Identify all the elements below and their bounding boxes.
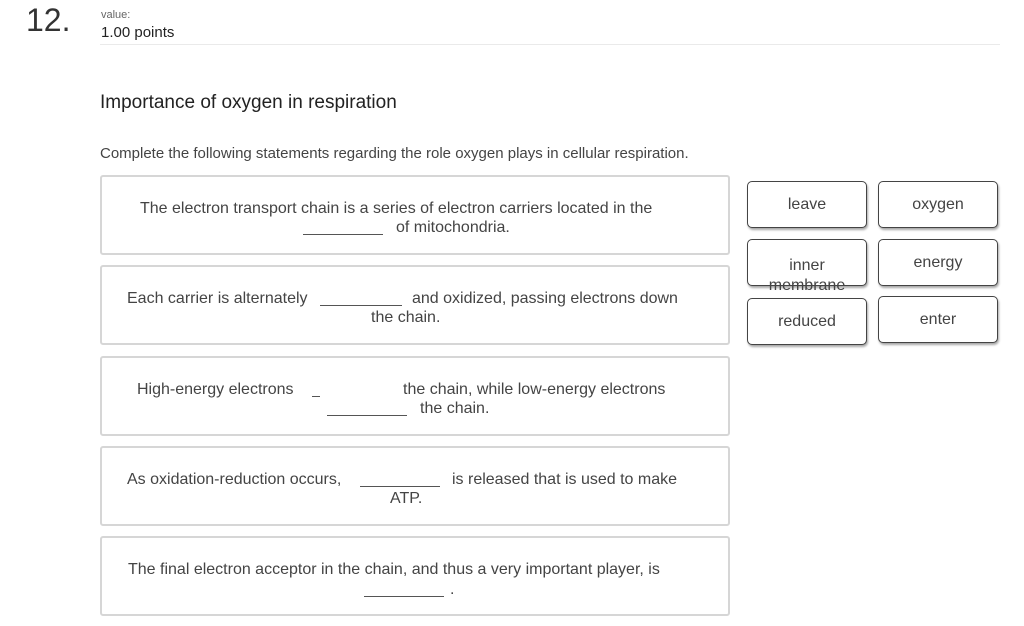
answer-tile-label: energy <box>913 254 963 271</box>
answer-tile-energy[interactable] <box>878 239 998 286</box>
statement-2-blank[interactable] <box>320 305 402 306</box>
statement-3-blank-2[interactable] <box>327 415 407 416</box>
statement-3-text-end: the chain. <box>420 400 490 417</box>
answer-tile-label: reduced <box>778 313 836 330</box>
statement-2-text-end: the chain. <box>371 309 441 326</box>
statement-2-text-mid: and oxidized, passing electrons down <box>412 290 678 307</box>
statement-1-blank[interactable] <box>303 234 383 235</box>
statement-3-text: High-energy electrons <box>137 381 294 398</box>
question-number: 12. <box>26 2 71 38</box>
statement-1 <box>100 175 730 255</box>
statement-3-blank-1[interactable] <box>312 396 320 397</box>
value-label: value: <box>101 9 131 21</box>
statement-4-text: As oxidation-reduction occurs, <box>127 471 342 488</box>
statement-2-text: Each carrier is alternately <box>127 290 308 307</box>
statement-5-blank[interactable] <box>364 596 444 597</box>
question-instructions: Complete the following statements regarding the role oxygen plays in cellular respiration. <box>100 145 689 162</box>
statement-2 <box>100 265 730 345</box>
statement-4-blank[interactable] <box>360 486 440 487</box>
statement-5-text-end: . <box>450 581 455 598</box>
answer-tile-label-line-2: membrane <box>768 277 846 294</box>
statement-3-text-mid: the chain, while low-energy electrons <box>403 381 666 398</box>
header-divider <box>100 44 1000 45</box>
value-points: 1.00 points <box>101 24 175 41</box>
answer-tile-oxygen[interactable] <box>878 181 998 228</box>
answer-tile-inner-membrane[interactable] <box>747 239 867 294</box>
answer-tile-label: oxygen <box>912 196 964 213</box>
statement-4-text-end: ATP. <box>390 490 423 507</box>
answer-tile-label: enter <box>919 311 957 328</box>
answer-tile-leave[interactable] <box>747 181 867 228</box>
statement-3 <box>100 356 730 436</box>
statement-5 <box>100 536 730 616</box>
answer-tile-label <box>748 256 866 296</box>
statement-5-text: The final electron acceptor in the chain, and thus a very important player, is <box>128 561 660 578</box>
answer-tile-label: leave <box>787 196 827 213</box>
statement-4 <box>100 446 730 526</box>
question-title: Importance of oxygen in respiration <box>100 92 397 113</box>
statement-1-text-end: of mitochondria. <box>396 219 510 236</box>
statement-4-text-mid: is released that is used to make <box>452 471 678 488</box>
answer-tile-reduced[interactable] <box>747 298 867 345</box>
answer-tile-label-line-1: inner <box>789 257 825 274</box>
answer-tile-enter[interactable] <box>878 296 998 343</box>
statement-1-text: The electron transport chain is a series of electron carriers located in the <box>140 200 653 217</box>
